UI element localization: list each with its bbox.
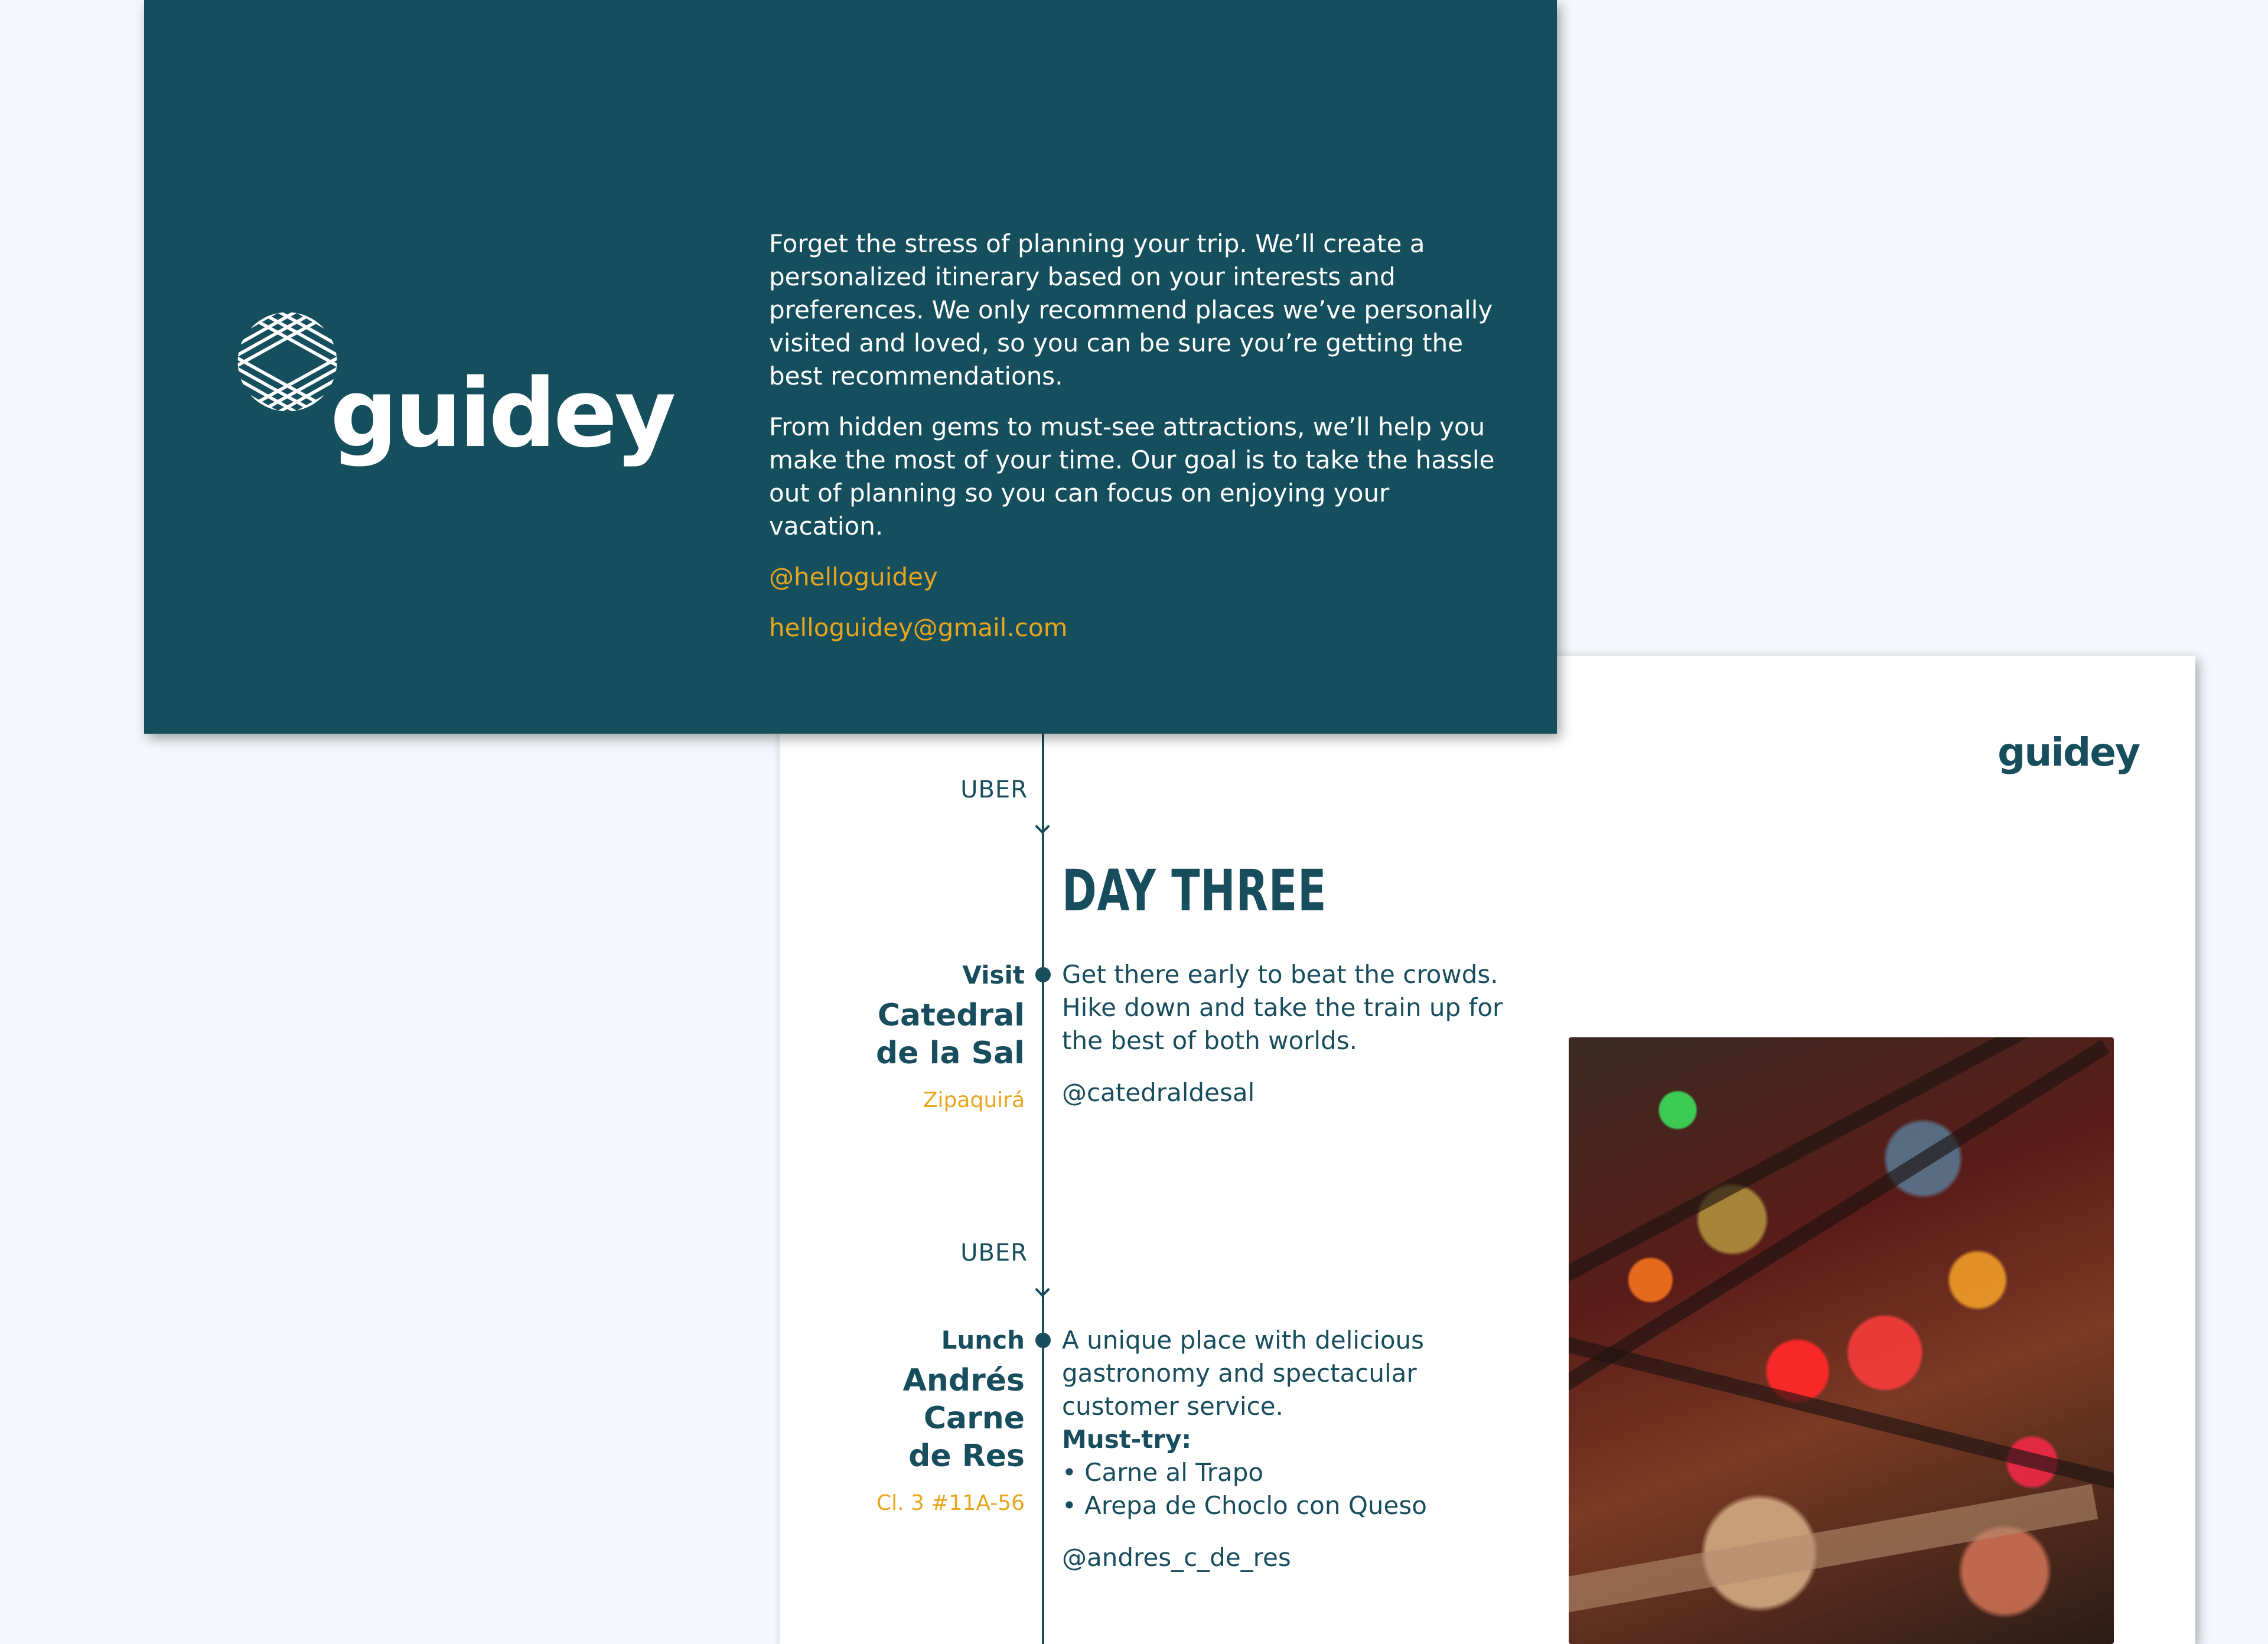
cover-paragraph-1: Forget the stress of planning your trip. We’ll create a personalized itinerary based on your interests and preferences. We only recommend places we’ve personally visited and loved, so you can be sure you’re getting the best recommendations. <box>769 229 1493 390</box>
stop-2-header <box>780 1325 1025 1516</box>
timeline-dot-icon <box>1035 967 1051 982</box>
stop-1-handle[interactable]: @catedraldesal <box>1062 1078 1255 1107</box>
cover-brand-logo: guidey <box>330 358 673 468</box>
itinerary-page <box>780 656 2195 1644</box>
stop-1-location: Zipaquirá <box>923 1088 1025 1112</box>
stop-1-description: Get there early to beat the crowds. Hike down and take the train up for the best of both worlds. <box>1062 960 1503 1055</box>
arrow-down-icon <box>1035 819 1050 834</box>
must-try-item: • Arepa de Choclo con Queso <box>1062 1491 1427 1520</box>
timeline-dot-icon <box>1035 1333 1051 1348</box>
cover-page <box>144 0 1557 734</box>
stop-1-place <box>780 997 1025 1072</box>
timeline-line <box>1042 656 1044 1644</box>
instagram-handle[interactable]: @helloguidey <box>769 562 938 591</box>
cover-paragraph-2: From hidden gems to must-see attractions, we’ll help you make the most of your time. Our goal is to take the hassle out of planning so you can focus on enjoying your vacation. <box>769 412 1495 541</box>
stop-2-place-line: de Res <box>908 1438 1025 1474</box>
arrow-down-icon <box>1035 1282 1050 1297</box>
stop-1-details <box>1062 958 1523 1109</box>
transport-label-2: UBER <box>960 1239 1028 1267</box>
restaurant-photo <box>1569 1037 2114 1644</box>
stop-2-place <box>780 1362 1025 1475</box>
must-try-label: Must-try: <box>1062 1425 1192 1454</box>
stop-2-location: Cl. 3 #11A-56 <box>876 1491 1025 1515</box>
stop-1-place-line: Catedral <box>877 998 1025 1033</box>
stop-2-kind: Lunch <box>941 1326 1025 1355</box>
stop-2-description: A unique place with delicious gastronomy and spectacular customer service. <box>1062 1326 1425 1421</box>
must-try-item: • Carne al Trapo <box>1062 1458 1264 1487</box>
day-title: DAY THREE <box>1062 858 1327 924</box>
contact-email[interactable]: helloguidey@gmail.com <box>769 613 1068 642</box>
stop-2-handle[interactable]: @andres_c_de_res <box>1062 1543 1291 1572</box>
stop-1-header <box>780 960 1025 1114</box>
stop-2-place-line: Andrés <box>902 1363 1025 1398</box>
stop-1-place-line: de la Sal <box>876 1036 1025 1071</box>
itinerary-brand-logo: guidey <box>1997 730 2139 775</box>
stop-2-details <box>1062 1324 1523 1574</box>
transport-label-1: UBER <box>960 776 1028 803</box>
cover-text-block <box>769 227 1495 662</box>
guidey-logo-mark-icon <box>236 310 339 414</box>
stop-2-place-line: Carne <box>923 1401 1025 1436</box>
stop-1-kind: Visit <box>962 961 1025 989</box>
